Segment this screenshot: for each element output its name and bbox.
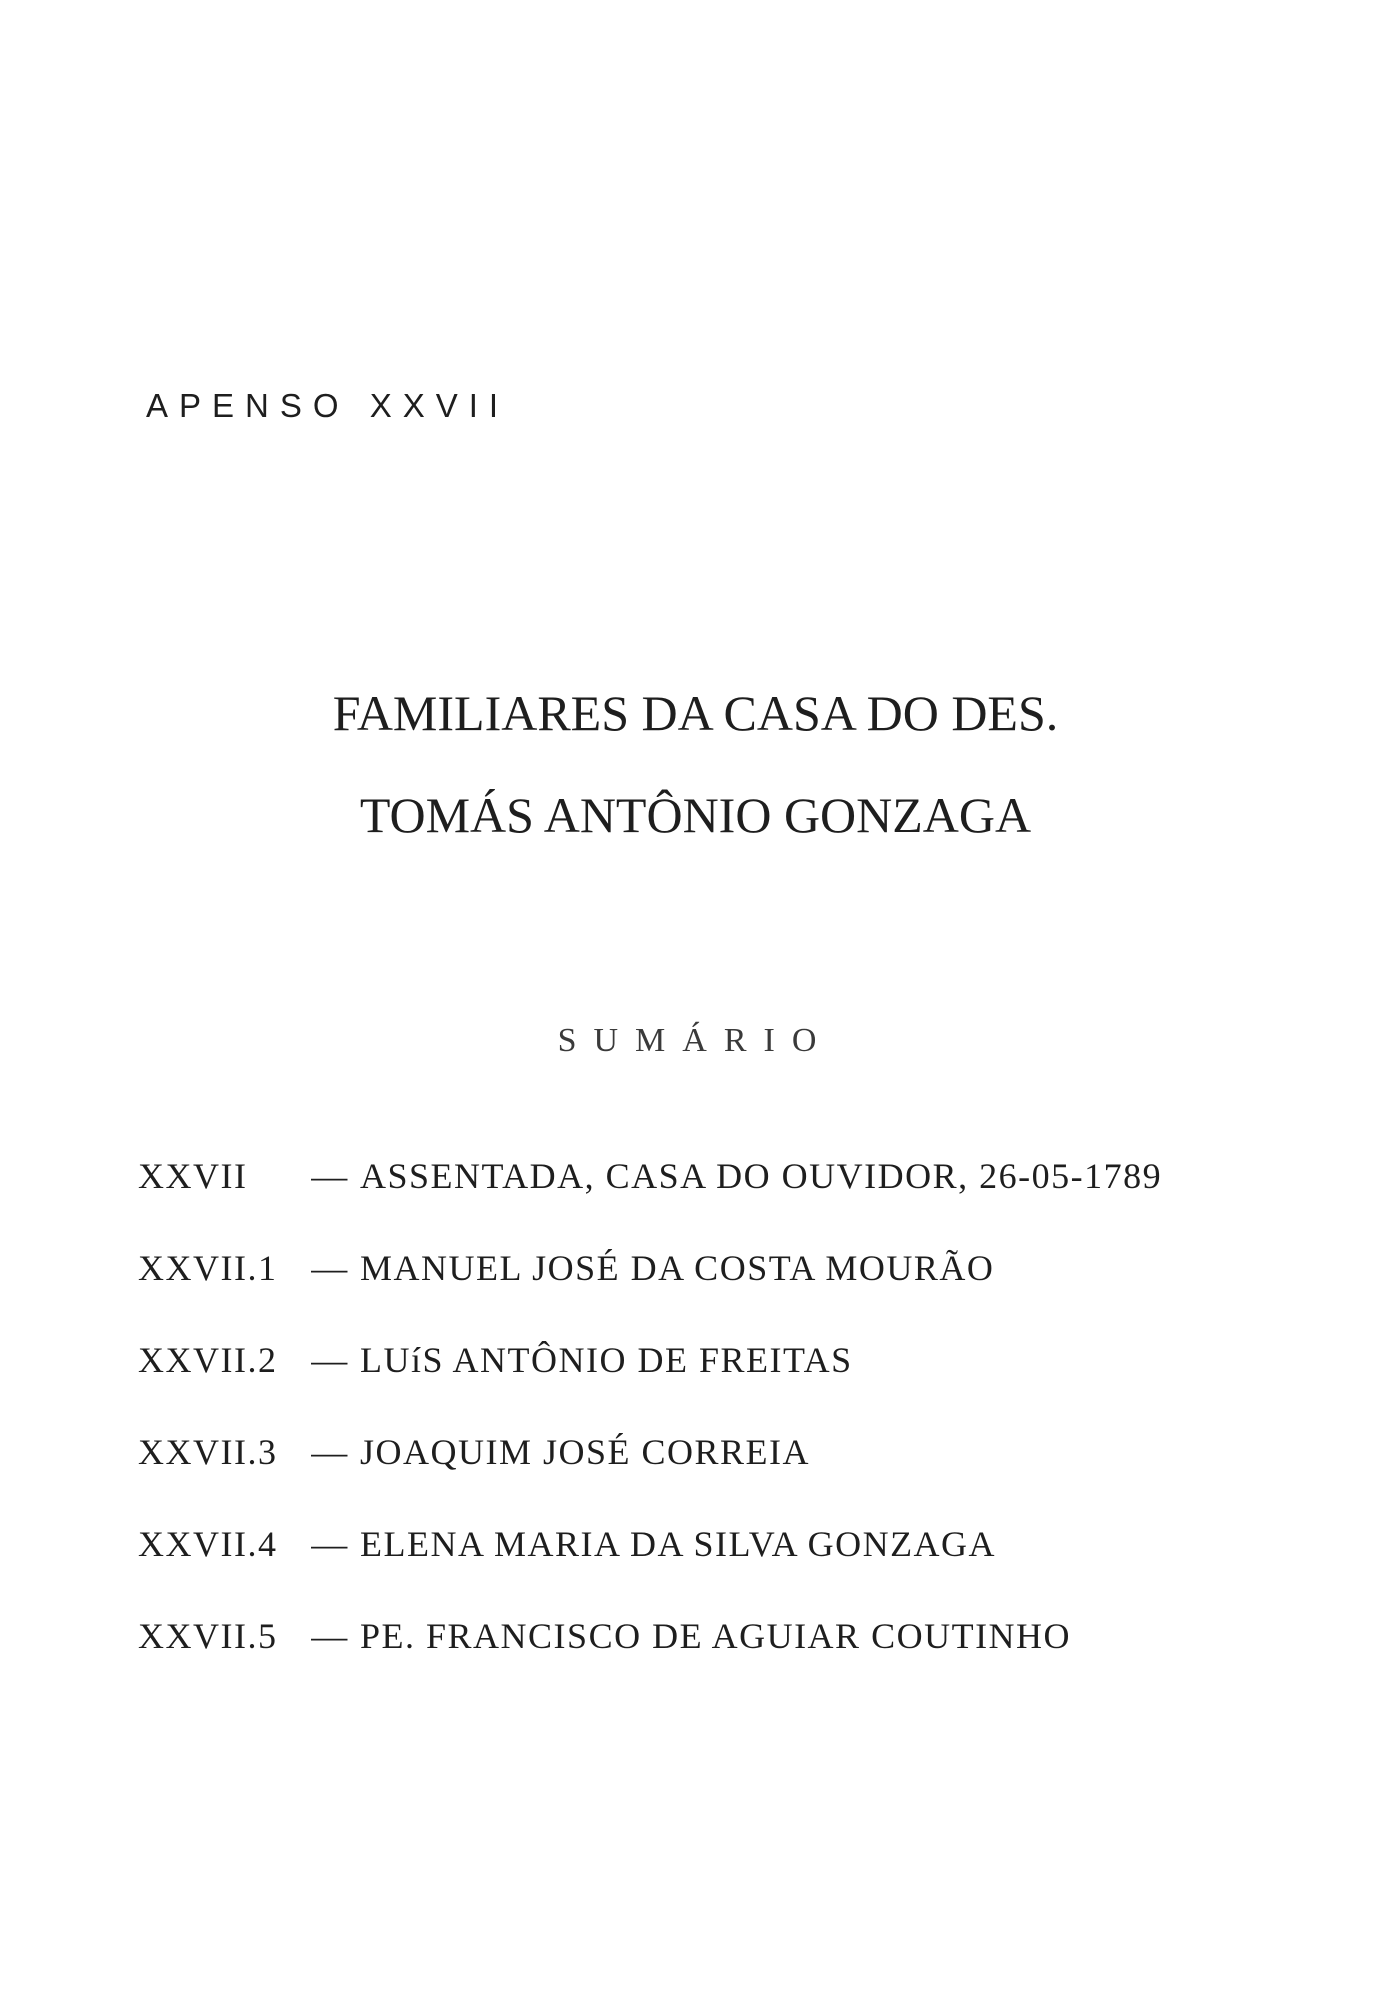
document-title-line-1: FAMILIARES DA CASA DO DES.	[332, 685, 1059, 741]
entry-number: XXVII.3	[138, 1432, 278, 1472]
entry-dash: —	[311, 1248, 349, 1288]
summary-entry	[138, 1338, 1338, 1430]
document-title-line-2: TOMÁS ANTÔNIO GONZAGA	[359, 787, 1032, 843]
entry-number: XXVII.1	[138, 1248, 278, 1288]
summary-list	[138, 1154, 1338, 1706]
entry-number: XXVII.4	[138, 1524, 278, 1564]
entry-title: LUíS ANTÔNIO DE FREITAS	[360, 1340, 853, 1380]
entry-title: JOAQUIM JOSÉ CORREIA	[360, 1432, 811, 1472]
entry-number: XXVII	[138, 1156, 248, 1196]
summary-heading: SUMÁRIO	[557, 1022, 834, 1059]
entry-dash: —	[311, 1524, 349, 1564]
entry-title: PE. FRANCISCO DE AGUIAR COUTINHO	[360, 1616, 1072, 1656]
summary-entry	[138, 1430, 1338, 1522]
summary-entry	[138, 1246, 1338, 1338]
entry-dash: —	[311, 1616, 349, 1656]
apenso-heading: APENSO XXVII	[146, 387, 510, 424]
entry-title: MANUEL JOSÉ DA COSTA MOURÃO	[360, 1248, 995, 1288]
entry-dash: —	[311, 1340, 349, 1380]
entry-title: ELENA MARIA DA SILVA GONZAGA	[360, 1524, 997, 1564]
summary-entry	[138, 1154, 1338, 1246]
entry-number: XXVII.2	[138, 1340, 278, 1380]
summary-entry	[138, 1522, 1338, 1614]
entry-number: XXVII.5	[138, 1616, 278, 1656]
entry-title: ASSENTADA, CASA DO OUVIDOR, 26-05-1789	[360, 1156, 1163, 1196]
entry-dash: —	[311, 1432, 349, 1472]
summary-entry	[138, 1614, 1338, 1706]
entry-dash: —	[311, 1156, 349, 1196]
